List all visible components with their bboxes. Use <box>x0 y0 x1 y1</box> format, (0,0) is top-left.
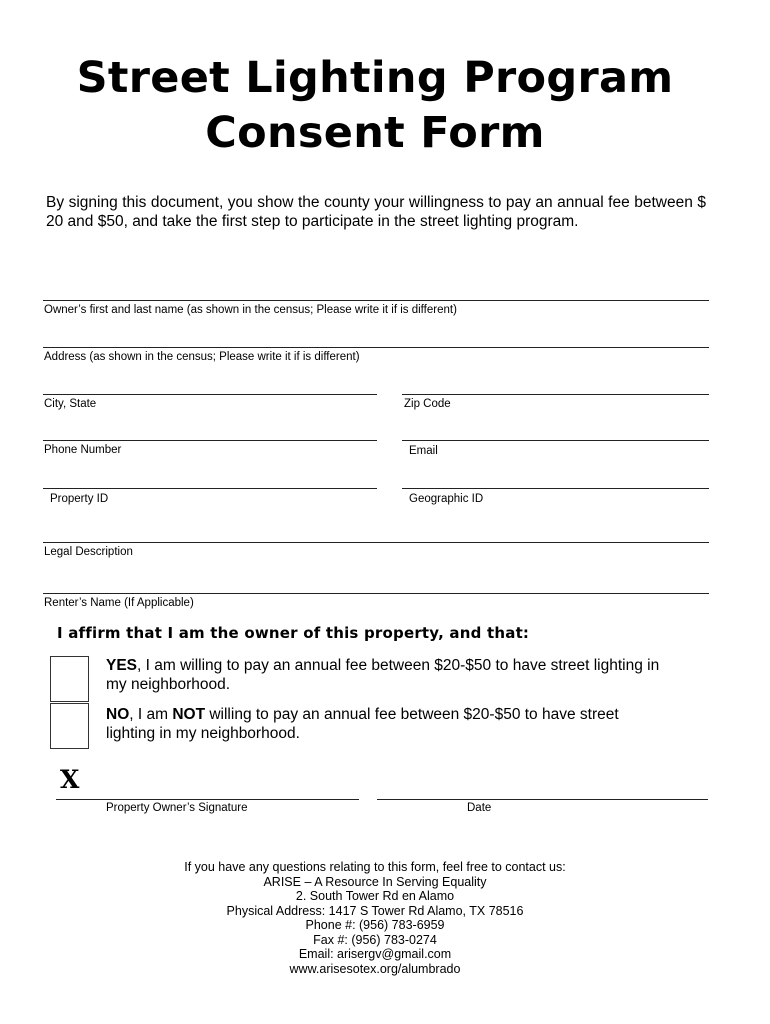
zip-code-field[interactable] <box>402 394 709 395</box>
yes-checkbox[interactable] <box>50 656 89 702</box>
address-label: Address (as shown in the census; Please write it if is different) <box>44 351 360 363</box>
signature-label: Property Owner’s Signature <box>106 802 248 814</box>
geographic-id-field[interactable] <box>402 488 709 489</box>
contact-address-line: 2. South Tower Rd en Alamo <box>295 889 455 903</box>
intro-paragraph: By signing this document, you show the county your willingness to pay an annual fee between $ 20 and $50, and take the first step to participate in the street lighting program. <box>46 194 706 230</box>
city-state-field[interactable] <box>43 394 377 395</box>
form-title-line1: Street Lighting Program <box>76 53 674 103</box>
no-checkbox[interactable] <box>50 703 89 749</box>
form-title-line2: Consent Form <box>205 108 545 158</box>
date-label: Date <box>467 802 492 814</box>
yes-option-body: , I am willing to pay an annual fee between $20-$50 to have street lighting in my neighborhood. <box>106 657 660 693</box>
no-option-body-b: willing to pay an annual fee between $20-$50 to have street lighting in my neighborhood. <box>106 706 619 742</box>
email-label: Email <box>409 445 438 457</box>
affirmation-heading: I affirm that I am the owner of this property, and that: <box>57 624 530 642</box>
owner-name-field[interactable] <box>43 300 709 301</box>
zip-code-label: Zip Code <box>404 398 451 410</box>
email-field[interactable] <box>402 440 709 441</box>
contact-phone: Phone #: (956) 783-6959 <box>305 918 445 932</box>
address-field[interactable] <box>43 347 709 348</box>
geographic-id-label: Geographic ID <box>409 493 484 505</box>
yes-option-text <box>106 656 666 694</box>
city-state-label: City, State <box>44 398 97 410</box>
contact-intro: If you have any questions relating to this form, feel free to contact us: <box>184 860 566 874</box>
legal-description-label: Legal Description <box>44 546 133 558</box>
phone-field[interactable] <box>43 440 377 441</box>
signature-field[interactable] <box>56 799 359 800</box>
property-id-label: Property ID <box>50 493 109 505</box>
yes-bold-label: YES <box>106 657 138 674</box>
signature-x-mark: X <box>60 765 80 794</box>
contact-website[interactable]: www.arisesotex.org/alumbrado <box>289 961 461 976</box>
legal-description-field[interactable] <box>43 542 709 543</box>
contact-email: Email: arisergv@gmail.com <box>298 947 452 961</box>
renter-name-field[interactable] <box>43 593 709 594</box>
contact-physical-address: Physical Address: 1417 S Tower Rd Alamo, TX 78516 <box>226 903 524 918</box>
no-bold-label: NO <box>106 706 130 723</box>
no-option-body-a: , I am <box>129 706 173 723</box>
renter-name-label: Renter’s Name (If Applicable) <box>44 597 194 609</box>
no-option-text <box>106 705 666 743</box>
phone-label: Phone Number <box>44 444 122 456</box>
date-field[interactable] <box>377 799 708 800</box>
contact-org: ARISE – A Resource In Serving Equality <box>263 874 487 889</box>
contact-fax: Fax #: (956) 783-0274 <box>313 932 437 947</box>
owner-name-label: Owner’s first and last name (as shown in the census; Please write it if is different) <box>44 304 457 316</box>
not-bold-label: NOT <box>172 706 206 723</box>
property-id-field[interactable] <box>43 488 377 489</box>
contact-block <box>0 860 750 976</box>
